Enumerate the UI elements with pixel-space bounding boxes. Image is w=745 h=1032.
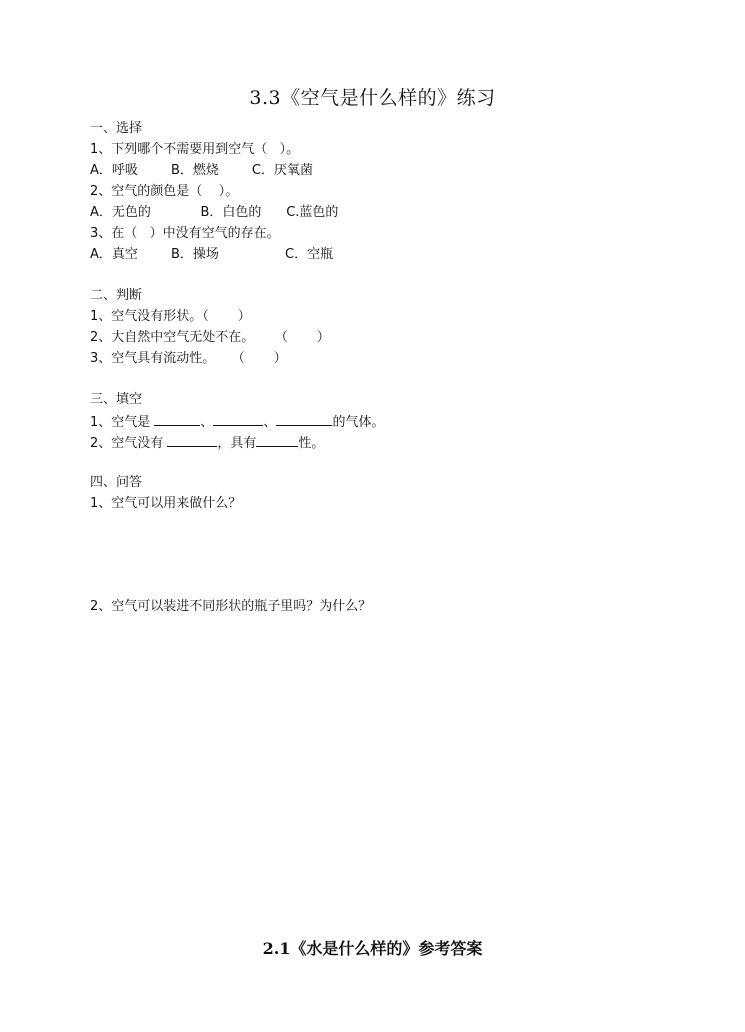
choice-question-3: 3、在（ ）中没有空气的存在。 [90,226,280,241]
worksheet-title: 3.3《空气是什么样的》练习 [249,87,496,109]
qa-question-1: 1、空气可以用来做什么？ [90,496,242,511]
fill-blank-question-2 [90,433,324,453]
answer-blank[interactable] [276,412,332,426]
fill-blank-question-2-mid: ，具有 [217,436,257,451]
fill-blank-question-1 [90,412,384,432]
choice-question-2: 2、空气的颜色是（ ）。 [90,184,239,199]
fill-blank-separator: 、 [263,415,277,430]
qa-question-2: 2、空气可以装进不同形状的瓶子里吗？为什么？ [90,599,372,614]
section-heading-qa: 四、问答 [90,475,143,490]
choice-question-2-options: A．无色的 B．白色的 C.蓝色的 [90,205,339,220]
choice-question-1-options: A．呼吸 B．燃烧 C．厌氧菌 [90,163,314,178]
judgement-question-2: 2、大自然中空气无处不在。 （ ） [90,330,330,345]
choice-question-1: 1、下列哪个不需要用到空气（ ）。 [90,142,300,157]
choice-question-3-options: A．真空 B．操场 C．空瓶 [90,247,334,262]
answer-blank[interactable] [167,433,217,447]
fill-blank-question-2-suffix: 性。 [298,436,325,451]
answer-blank[interactable] [154,412,200,426]
section-heading-choice: 一、选择 [90,121,143,136]
answer-key-title: 2.1《水是什么样的》参考答案 [262,939,483,958]
judgement-question-1: 1、空气没有形状。（ ） [90,309,251,324]
answer-blank[interactable] [256,433,298,447]
judgement-question-3: 3、空气具有流动性。 （ ） [90,351,287,366]
section-heading-judgement: 二、判断 [90,288,143,303]
section-heading-fill-blank: 三、填空 [90,392,143,407]
fill-blank-question-2-prefix: 2、空气没有 [90,436,168,451]
fill-blank-question-1-prefix: 1、空气是 [90,415,155,430]
fill-blank-question-1-suffix: 的气体。 [332,415,385,430]
fill-blank-separator: 、 [200,415,214,430]
answer-blank[interactable] [213,412,263,426]
